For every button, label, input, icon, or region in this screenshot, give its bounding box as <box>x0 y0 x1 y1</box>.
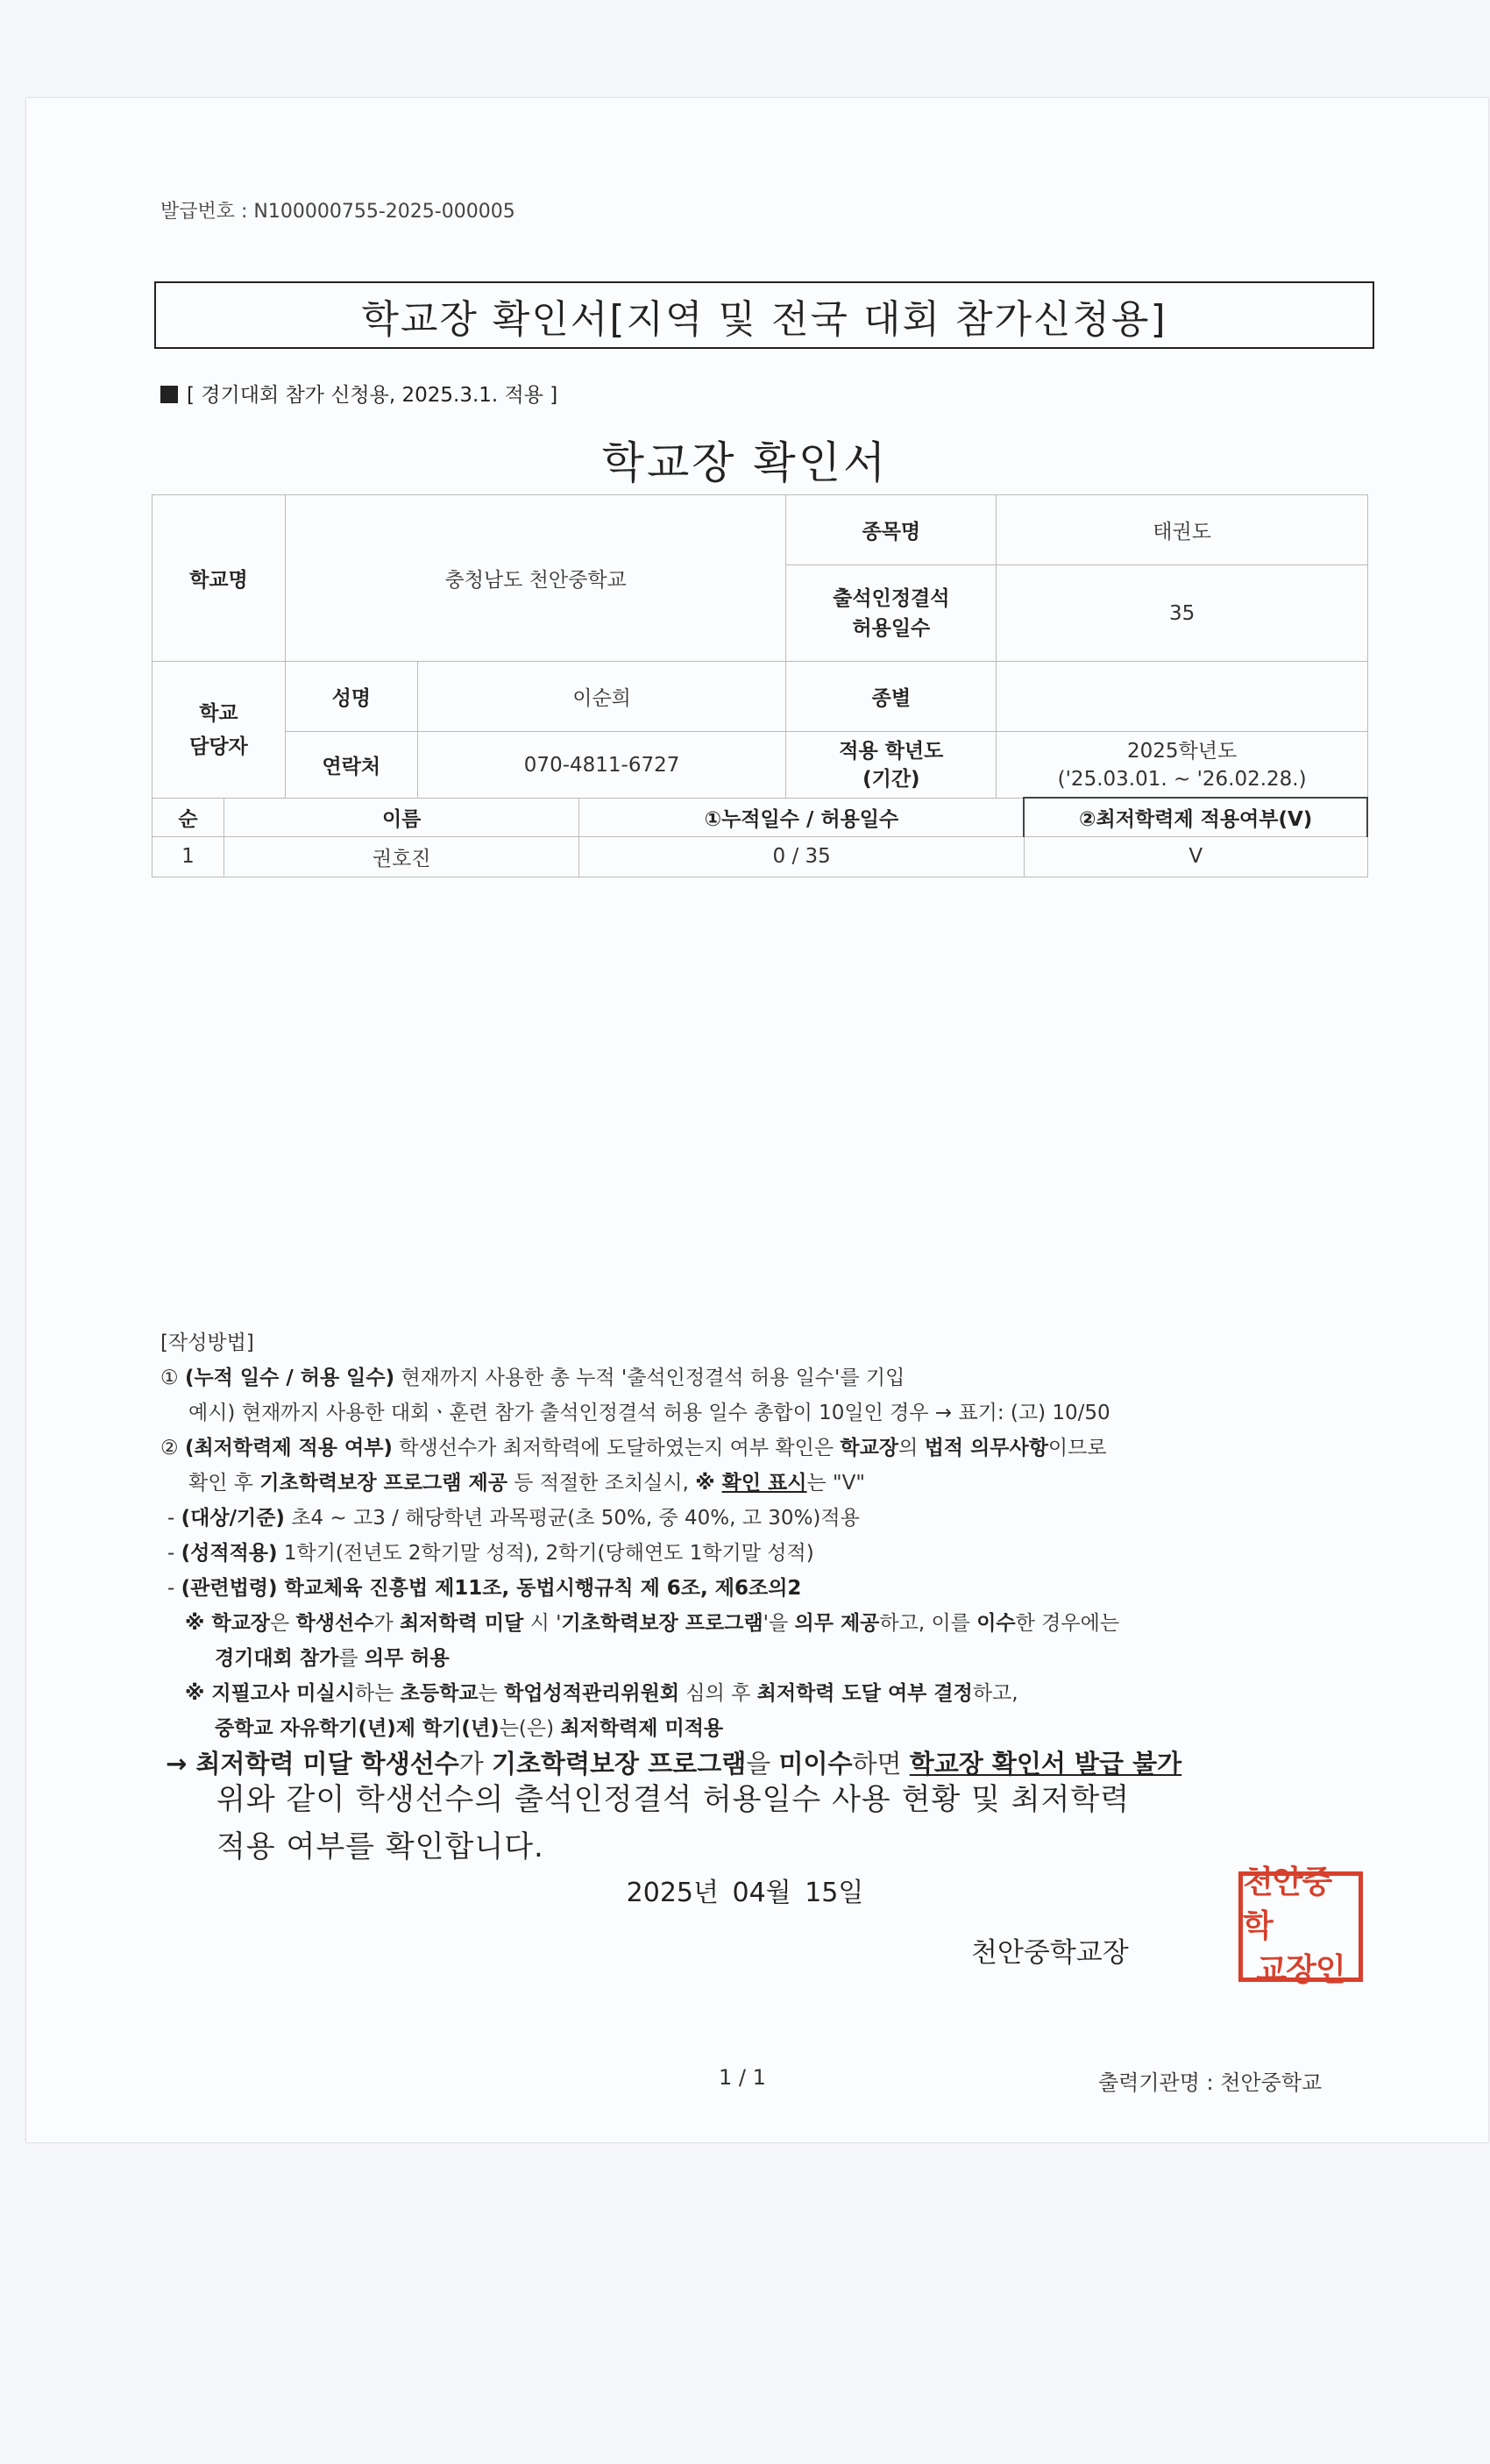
allowed-days-value: 35 <box>997 565 1368 662</box>
category-label: 종별 <box>786 662 997 732</box>
bold-text: ※ <box>695 1472 722 1495</box>
header-name: 이름 <box>224 798 579 836</box>
bold-text: 학생선수 <box>295 1612 374 1635</box>
text: 을 <box>746 1749 779 1779</box>
text: 은 <box>270 1612 296 1635</box>
text: 가 <box>373 1612 400 1635</box>
text: 가 <box>458 1749 492 1779</box>
bold-text: 기초학력보장 프로그램 <box>491 1749 747 1779</box>
square-bullet-icon <box>160 386 178 403</box>
signer-title: 천안중학교장 <box>971 1937 1129 1969</box>
contact-person-label: 학교 담당자 <box>153 662 286 799</box>
seal-line-1: 천안중학 <box>1243 1864 1332 1944</box>
text: '을 <box>763 1612 795 1635</box>
header-no: 순 <box>153 798 224 836</box>
bold-text: 의무 허용 <box>364 1647 450 1670</box>
text: 하고, <box>972 1682 1018 1705</box>
instruction-line-11 <box>160 1711 1181 1746</box>
bold-text: 최저학력 도달 여부 결정 <box>756 1682 973 1705</box>
document-title: 학교장 확인서 <box>601 437 889 488</box>
row-no: 1 <box>153 836 224 877</box>
bold-text: 학업성적관리위원회 <box>504 1682 680 1705</box>
instruction-line-3 <box>160 1431 1181 1466</box>
confirmation-line-2: 적용 여부를 확인합니다. <box>216 1829 544 1864</box>
text: 한 경우에는 <box>1015 1612 1120 1635</box>
instruction-line-4 <box>160 1466 1181 1501</box>
bold-text: (성적적용) <box>181 1542 278 1565</box>
dash: - <box>167 1507 181 1530</box>
seal-line-2: 교장인 <box>1256 1952 1345 1988</box>
instructions <box>160 1325 1181 1781</box>
instructions-heading: [작성방법] <box>160 1331 254 1354</box>
table-row <box>153 836 1368 877</box>
year-label: 적용 학년도 (기간) <box>786 732 997 799</box>
print-organization: 출력기관명 : 천안중학교 <box>1098 2070 1323 2095</box>
bold-text: 학교장 <box>840 1437 899 1459</box>
bold-text: 최저학력제 미적용 <box>560 1717 724 1740</box>
text: 의 <box>898 1437 925 1459</box>
bold-text: 경기대회 참가 <box>215 1647 339 1670</box>
sport-value: 태권도 <box>997 495 1368 565</box>
text: 이므로 <box>1047 1437 1107 1459</box>
text: 초4 ~ 고3 / 해당학년 과목평균(초 50%, 중 40%, 고 30%)적용 <box>284 1507 860 1530</box>
bold-text: 학교장 <box>211 1612 271 1635</box>
arrow-icon: → <box>166 1749 196 1779</box>
text: 심의 후 <box>679 1682 757 1705</box>
text: 는 <box>478 1682 505 1705</box>
issue-number: 발급번호 : N100000755-2025-000005 <box>160 201 515 223</box>
text: 등 적절한 조치실시, <box>507 1472 696 1495</box>
instruction-line-5 <box>160 1501 1181 1536</box>
text: 를 <box>338 1647 365 1670</box>
instruction-line-9 <box>160 1641 1181 1676</box>
text: 는(은) <box>499 1717 561 1740</box>
name-value: 이순희 <box>417 662 786 732</box>
category-value <box>997 662 1368 732</box>
school-value: 충청남도 천안중학교 <box>285 495 786 662</box>
bold-text: 최저학력 미달 <box>399 1612 524 1635</box>
bold-text: (관련법령) 학교체육 진흥법 제11조, 동법시행규칙 제 6조, 제6조의2 <box>181 1577 802 1600</box>
underlined-text: 학교장 확인서 발급 불가 <box>909 1749 1182 1779</box>
sport-label: 종목명 <box>786 495 997 565</box>
text: 하고, 이를 <box>879 1612 977 1635</box>
row-min-academic: V <box>1024 836 1367 877</box>
name-label: 성명 <box>285 662 417 732</box>
bold-text: 법적 의무사항 <box>924 1437 1048 1459</box>
bold-text: (최저학력제 적용 여부) <box>184 1437 393 1459</box>
bold-text: 기초학력보장 프로그램 <box>561 1612 763 1635</box>
official-seal-icon <box>1238 1864 1363 1988</box>
instruction-line-6 <box>160 1536 1181 1571</box>
bold-text: 지필고사 미실시 <box>211 1682 355 1705</box>
bold-text: (누적 일수 / 허용 일수) <box>184 1367 395 1389</box>
instruction-line-2: 예시) 현재까지 사용한 대회ㆍ훈련 참가 출석인정결석 허용 일수 총합이 10일인 경우 → 표기: (고) 10/50 <box>188 1402 1110 1424</box>
issue-date: 2025년 04월 15일 <box>626 1878 864 1908</box>
confirmation-line-1: 위와 같이 학생선수의 출석인정결석 허용일수 사용 현황 및 최저학력 <box>216 1782 1131 1817</box>
row-name: 권호진 <box>224 836 579 877</box>
instruction-line-7 <box>160 1571 1181 1606</box>
header-min-academic: ②최저학력제 적용여부(V) <box>1024 798 1367 836</box>
allowed-days-label: 출석인정결석 허용일수 <box>786 565 997 662</box>
page-number: 1 / 1 <box>719 2065 766 2090</box>
bold-text: ※ <box>185 1612 212 1635</box>
row-days: 0 / 35 <box>579 836 1024 877</box>
text: 시 ' <box>523 1612 562 1635</box>
dash: - <box>167 1542 181 1565</box>
subheading <box>160 379 557 408</box>
text: 는 "V" <box>806 1472 865 1495</box>
bold-text: (대상/기준) <box>181 1507 285 1530</box>
text: 하는 <box>354 1682 401 1705</box>
text: 현재까지 사용한 총 누적 '출석인정결석 허용 일수'를 기입 <box>394 1367 905 1389</box>
phone-value: 070-4811-6727 <box>417 732 786 799</box>
text: 확인 후 <box>188 1472 260 1495</box>
school-label: 학교명 <box>153 495 286 662</box>
circled-one: ① <box>160 1367 185 1389</box>
header-days: ①누적일수 / 허용일수 <box>579 798 1024 836</box>
bold-text: 기초학력보장 프로그램 제공 <box>259 1472 507 1495</box>
bold-text: 초등학교 <box>400 1682 479 1705</box>
bold-text: 의무 제공 <box>794 1612 880 1635</box>
year-value: 2025학년도 ('25.03.01. ~ '26.02.28.) <box>997 732 1368 799</box>
phone-label: 연락처 <box>285 732 417 799</box>
confirmation-statement <box>216 1776 1130 1871</box>
bold-text: ※ <box>185 1682 212 1705</box>
info-table <box>152 494 1368 799</box>
instruction-line-8 <box>160 1606 1181 1641</box>
bold-text: 미이수 <box>778 1749 853 1779</box>
text: 학생선수가 최저학력에 도달하였는지 여부 확인은 <box>392 1437 841 1459</box>
instruction-line-10 <box>160 1676 1181 1711</box>
bold-text: 최저학력 미달 학생선수 <box>195 1749 459 1779</box>
text: 1학기(전년도 2학기말 성적), 2학기(당해연도 1학기말 성적) <box>277 1542 814 1565</box>
student-table <box>152 797 1368 877</box>
subheading-text: [ 경기대회 참가 신청용, 2025.3.1. 적용 ] <box>187 384 558 407</box>
main-title: 학교장 확인서[지역 및 전국 대회 참가신청용] <box>154 281 1374 349</box>
circled-two: ② <box>160 1437 185 1459</box>
bold-text: 이수 <box>976 1612 1016 1635</box>
dash: - <box>167 1577 181 1600</box>
underlined-text: 확인 표시 <box>721 1472 807 1495</box>
instruction-line-1 <box>160 1360 1181 1395</box>
bold-text: 중학교 자유학기(년)제 학기(년) <box>215 1717 500 1740</box>
text: 하면 <box>852 1749 910 1779</box>
